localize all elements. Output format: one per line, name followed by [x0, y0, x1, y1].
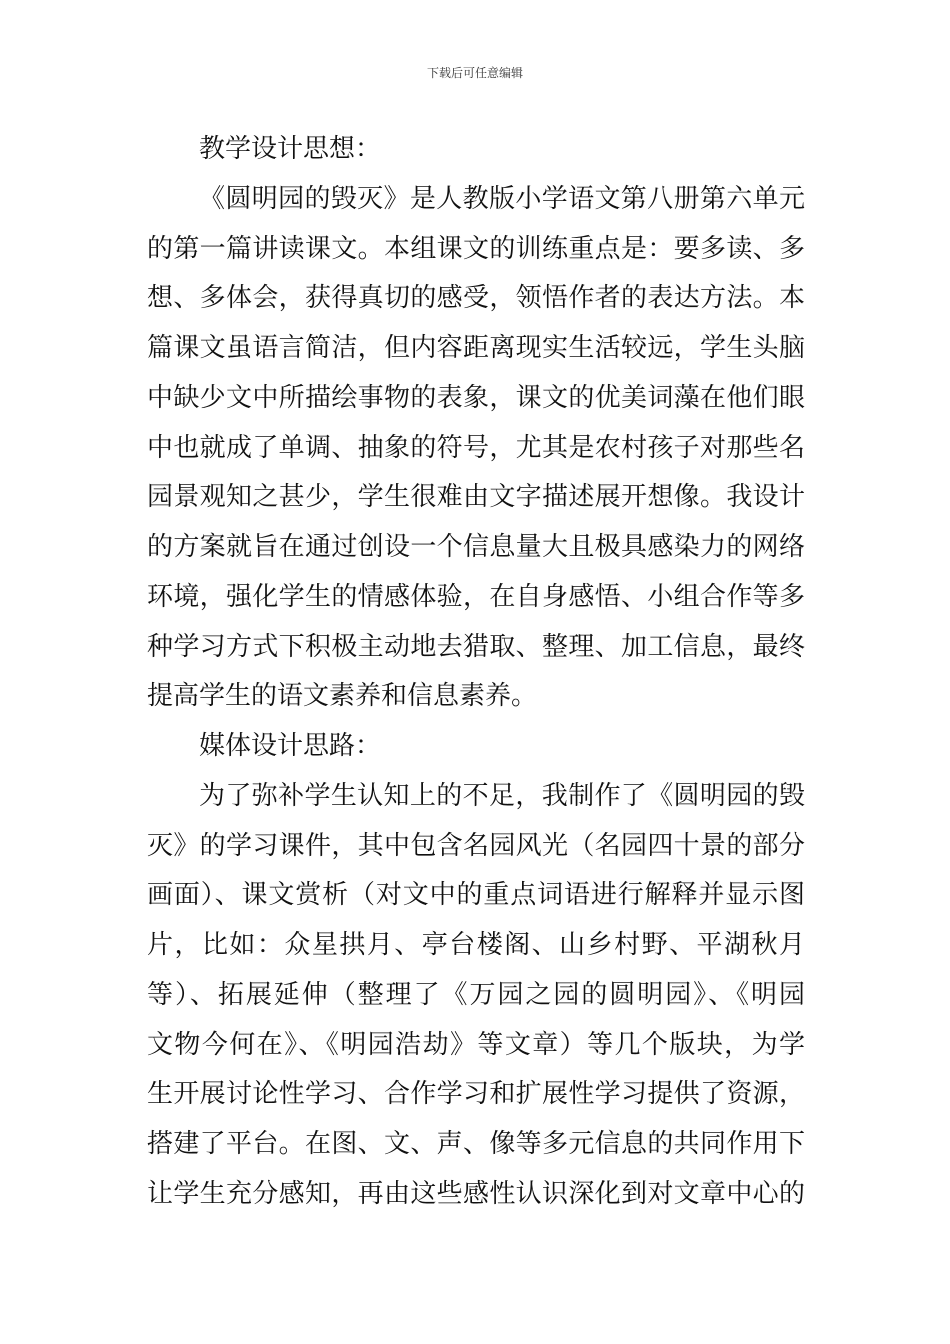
text-line: 画面）、课文赏析（对文中的重点词语进行解释并显示图 [147, 880, 805, 911]
text-line: 让学生充分感知，再由这些感性认识深化到对文章中心的 [147, 1178, 805, 1209]
text-line: 文物今何在》、《明园浩劫》等文章）等几个版块，为学 [147, 1029, 805, 1060]
text-line: 的第一篇讲读课文。本组课文的训练重点是：要多读、多 [147, 233, 805, 264]
text-line: 环境，强化学生的情感体验，在自身感悟、小组合作等多 [147, 581, 805, 612]
section-heading-media-design: 媒体设计思路： [199, 731, 382, 761]
text-line: 中缺少文中所描绘事物的表象，课文的优美词藻在他们眼 [147, 382, 805, 413]
text-line: 等）、拓展延伸（整理了《万园之园的圆明园》、《明园 [147, 979, 805, 1010]
section-heading-teaching-design: 教学设计思想： [199, 134, 382, 164]
body-text [147, 125, 805, 1220]
text-line: 生开展讨论性学习、合作学习和扩展性学习提供了资源， [147, 1079, 805, 1110]
text-line: 提高学生的语文素养和信息素养。 [147, 681, 538, 712]
text-line: 中也就成了单调、抽象的符号，尤其是农村孩子对那些名 [147, 432, 805, 463]
text-line: 园景观知之甚少，学生很难由文字描述展开想像。我设计 [147, 482, 805, 513]
text-line: 的方案就旨在通过创设一个信息量大且极具感染力的网络 [147, 532, 805, 562]
text-line: 篇课文虽语言简洁，但内容距离现实生活较远，学生头脑 [147, 333, 805, 363]
text-line: 想、多体会，获得真切的感受，领悟作者的表达方法。本 [147, 283, 805, 314]
text-line: 为了弥补学生认知上的不足，我制作了《圆明园的毁 [199, 780, 805, 811]
text-line: 种学习方式下积极主动地去猎取、整理、加工信息，最终 [147, 631, 805, 662]
header-note: 下载后可任意编辑 [426, 66, 523, 80]
text-line: 搭建了平台。在图、文、声、像等多元信息的共同作用下 [147, 1129, 805, 1159]
text-line: 灭》的学习课件，其中包含名园风光（名园四十景的部分 [147, 830, 805, 861]
text-line: 《圆明园的毁灭》是人教版小学语文第八册第六单元 [199, 183, 805, 214]
text-line: 片，比如：众星拱月、亭台楼阁、山乡村野、平湖秋月 [147, 930, 805, 960]
